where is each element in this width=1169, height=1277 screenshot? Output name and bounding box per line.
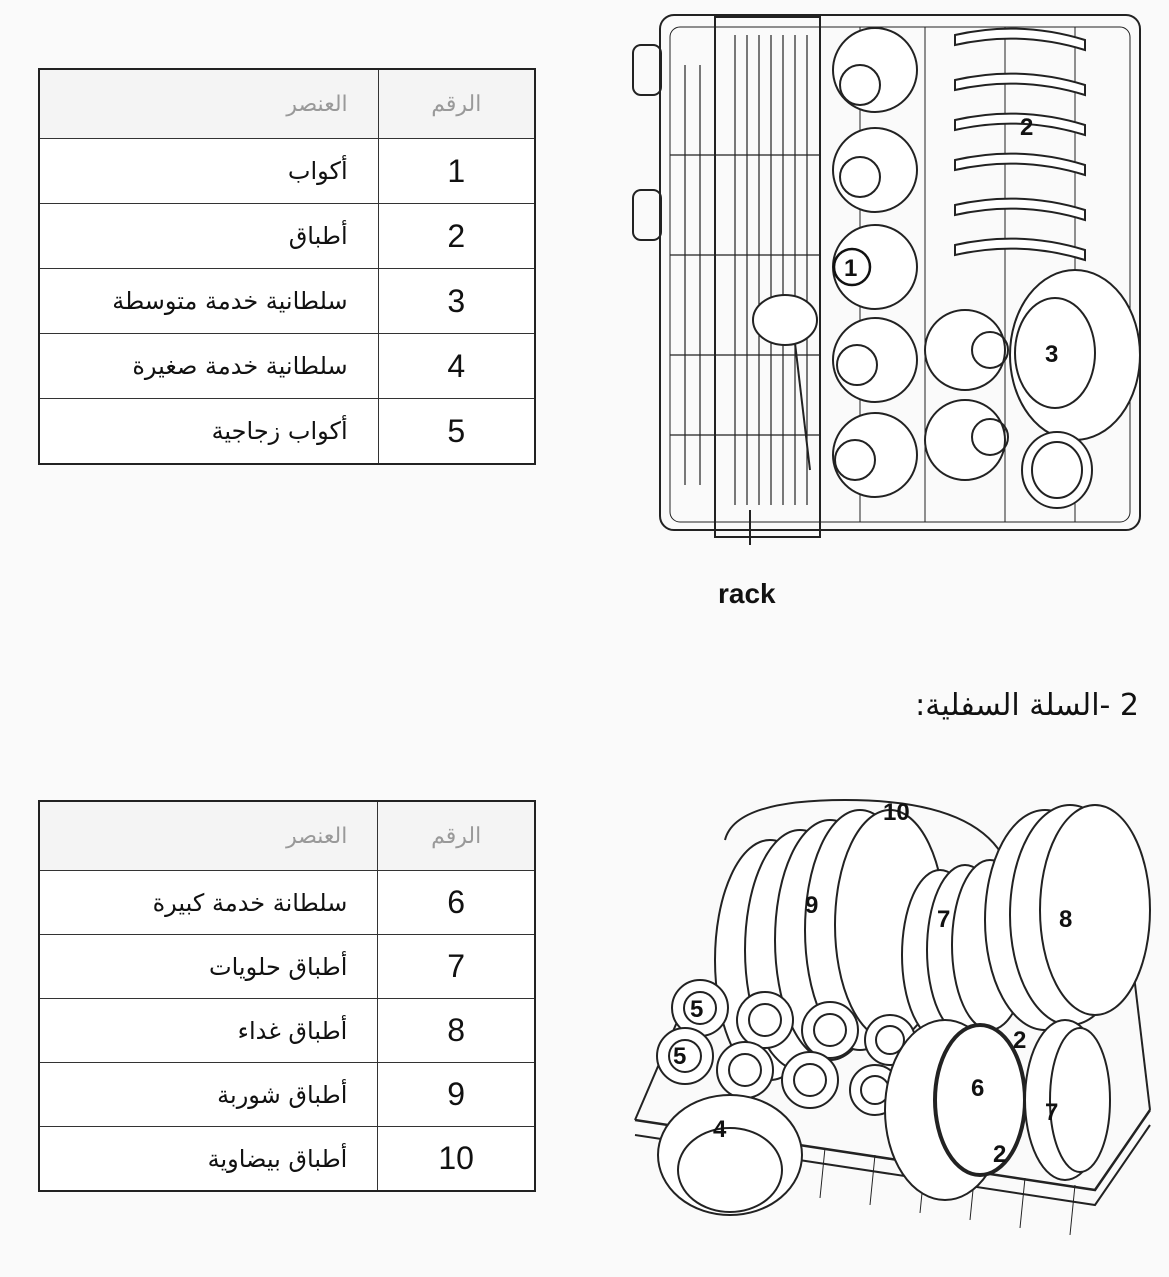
row-number: 4 bbox=[378, 334, 535, 399]
row-item: أطباق شوربة bbox=[39, 1063, 378, 1127]
row-item: سلطانة خدمة كبيرة bbox=[39, 871, 378, 935]
table-row bbox=[39, 935, 535, 999]
row-item: أطباق bbox=[39, 204, 378, 269]
label-dessert-plates: 7 bbox=[937, 906, 951, 933]
table-header-row bbox=[39, 69, 535, 139]
table-row bbox=[39, 334, 535, 399]
label-small-bowl: 4 bbox=[713, 1116, 727, 1143]
label-glass: 5 bbox=[690, 996, 704, 1023]
table-row bbox=[39, 204, 535, 269]
row-item: أكواب bbox=[39, 139, 378, 204]
row-item: سلطانية خدمة متوسطة bbox=[39, 269, 378, 334]
row-number: 3 bbox=[378, 269, 535, 334]
label-bowl: 3 bbox=[1045, 341, 1059, 368]
table-header-row bbox=[39, 801, 535, 871]
table-row bbox=[39, 1063, 535, 1127]
table-row bbox=[39, 999, 535, 1063]
section-title: 2 -السلة السفلية: bbox=[915, 688, 1139, 723]
label-cups: 1 bbox=[844, 255, 858, 282]
upper-basket-table bbox=[38, 68, 536, 465]
row-item: سلطانية خدمة صغيرة bbox=[39, 334, 378, 399]
label-dessert-plates: 7 bbox=[1045, 1099, 1059, 1126]
lower-basket-table bbox=[38, 800, 536, 1192]
row-number: 1 bbox=[378, 139, 535, 204]
table-row bbox=[39, 269, 535, 334]
lower-basket-diagram bbox=[625, 780, 1160, 1260]
table-row bbox=[39, 139, 535, 204]
row-item: أطباق بيضاوية bbox=[39, 1127, 378, 1192]
label-glass: 5 bbox=[673, 1043, 687, 1070]
row-item: أكواب زجاجية bbox=[39, 399, 378, 465]
header-number: الرقم bbox=[378, 801, 535, 871]
row-number: 7 bbox=[378, 935, 535, 999]
row-item: أطباق حلويات bbox=[39, 935, 378, 999]
table-row bbox=[39, 399, 535, 465]
label-lunch-plates: 8 bbox=[1059, 906, 1073, 933]
row-number: 5 bbox=[378, 399, 535, 465]
table-row bbox=[39, 1127, 535, 1192]
upper-basket-diagram bbox=[625, 5, 1150, 545]
table-row bbox=[39, 871, 535, 935]
label-plates: 2 bbox=[1020, 114, 1034, 141]
label-large-bowl: 6 bbox=[971, 1075, 985, 1102]
row-number: 10 bbox=[378, 1127, 535, 1192]
label-oval-plates: 10 bbox=[883, 799, 910, 826]
row-number: 6 bbox=[378, 871, 535, 935]
row-item: أطباق غداء bbox=[39, 999, 378, 1063]
header-number: الرقم bbox=[378, 69, 535, 139]
label-plates: 2 bbox=[1013, 1027, 1027, 1054]
label-plates: 2 bbox=[993, 1141, 1007, 1168]
label-soup-plates: 9 bbox=[805, 892, 819, 919]
row-number: 8 bbox=[378, 999, 535, 1063]
rack-label: rack bbox=[718, 578, 776, 609]
cutlery-rack bbox=[715, 17, 820, 537]
header-item: العنصر bbox=[39, 801, 378, 871]
row-number: 2 bbox=[378, 204, 535, 269]
row-number: 9 bbox=[378, 1063, 535, 1127]
header-item: العنصر bbox=[39, 69, 378, 139]
